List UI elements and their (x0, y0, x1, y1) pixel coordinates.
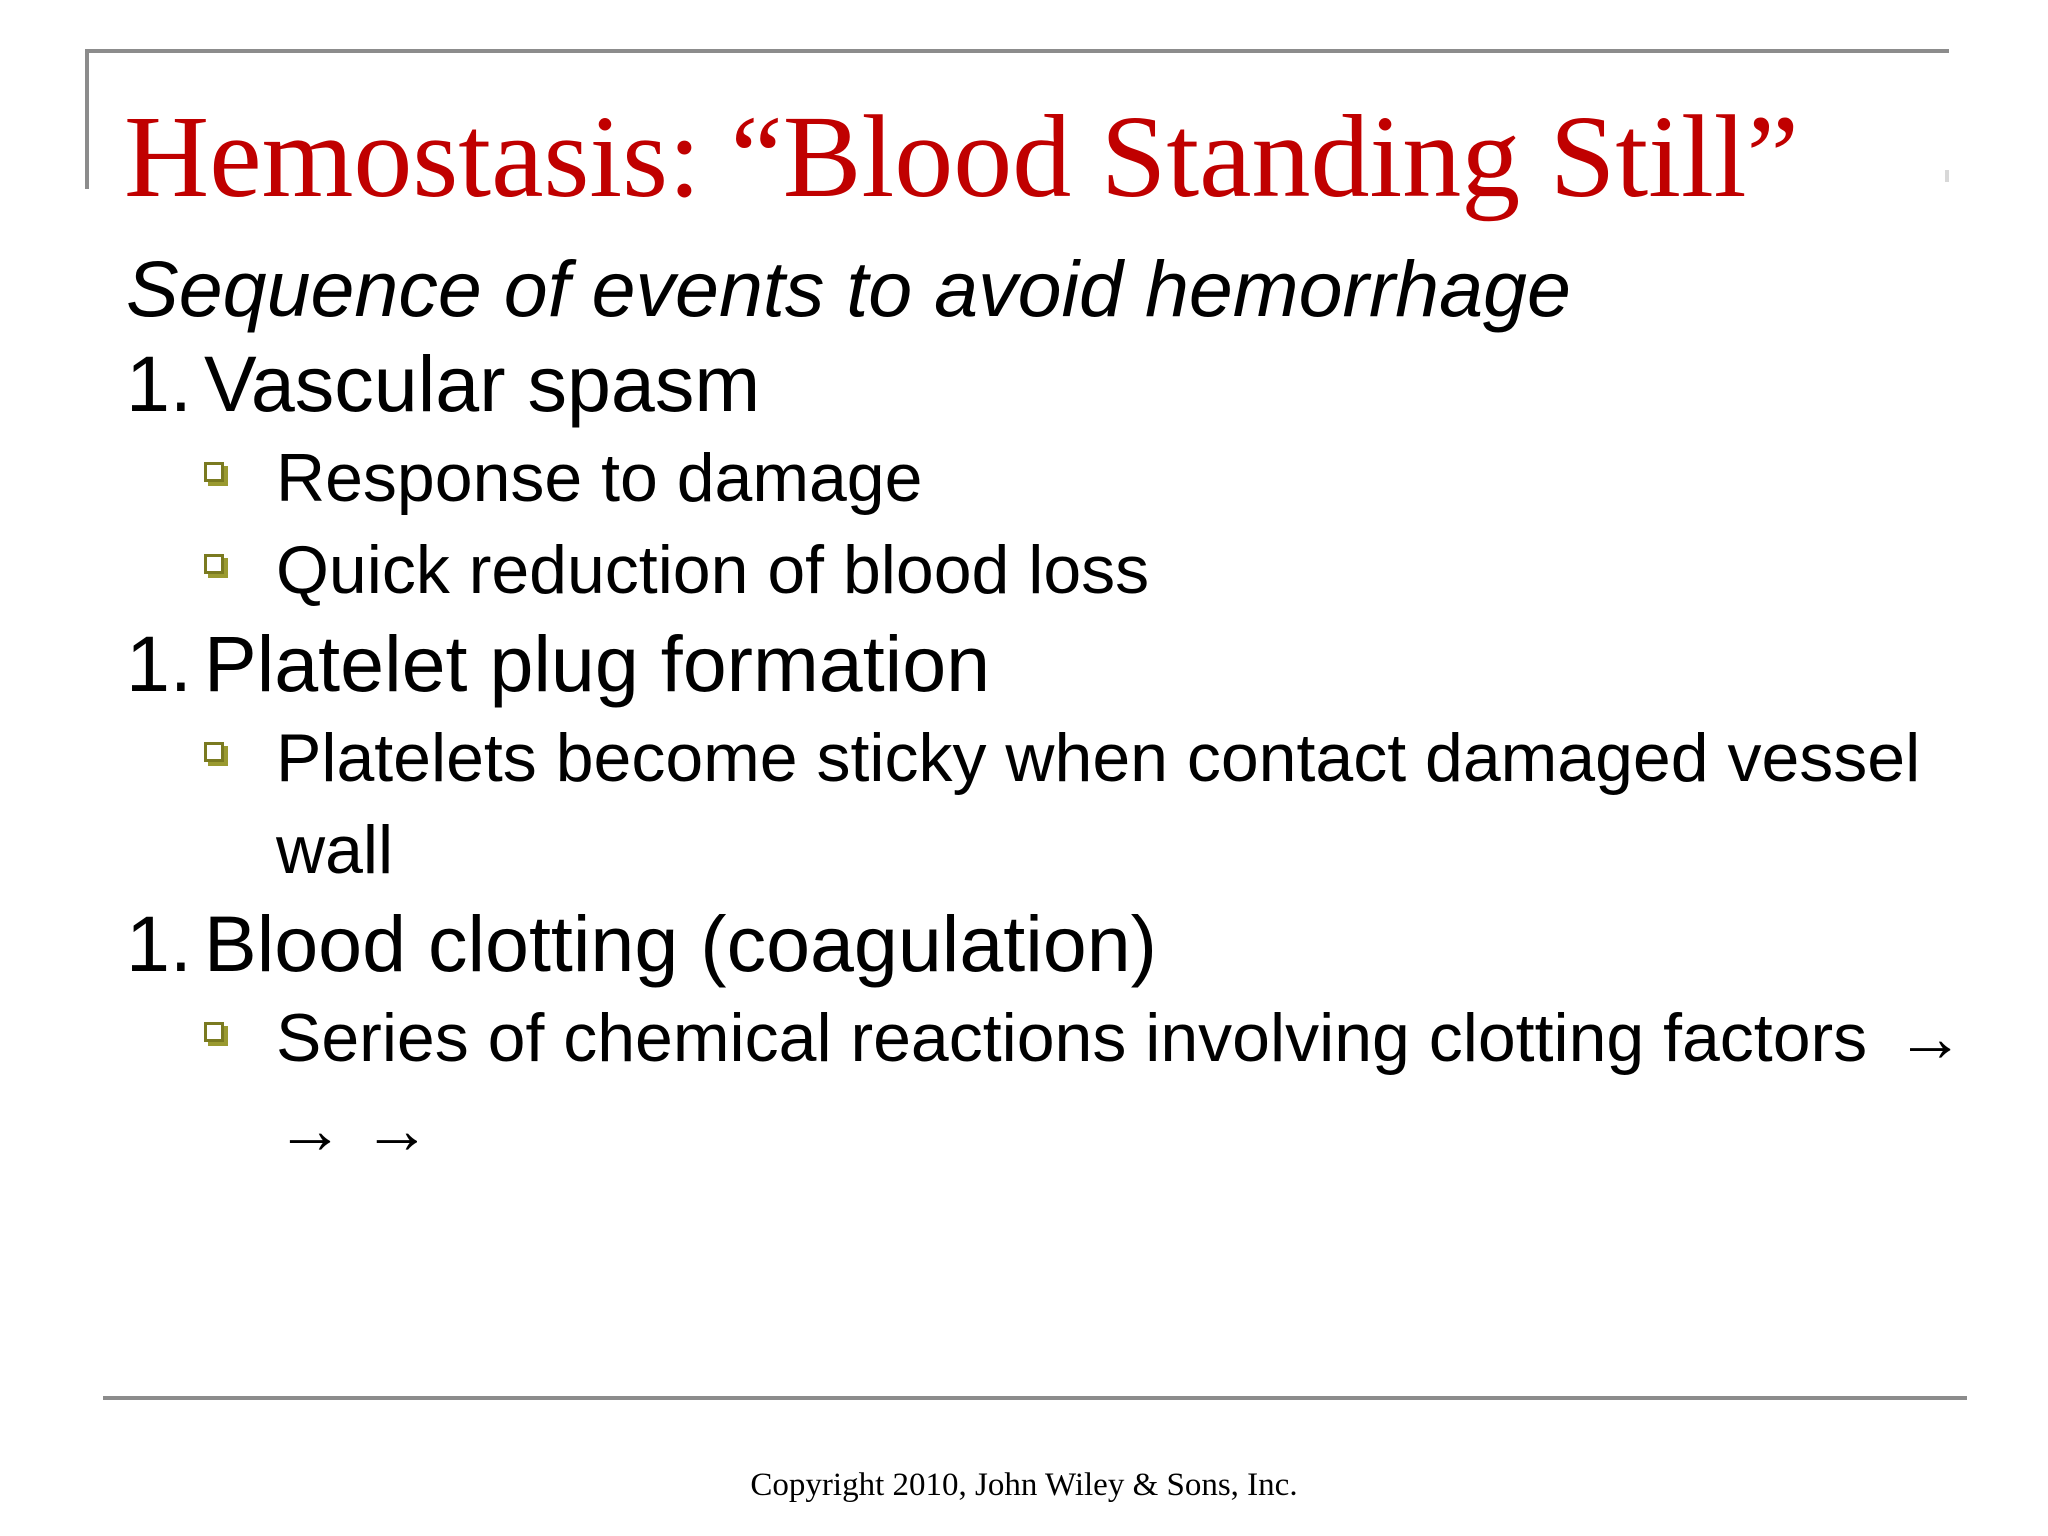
step-blood-clotting (126, 896, 1956, 992)
bullet-text: Platelets become sticky when contact damaged vessel wall (276, 720, 1921, 888)
copyright-footer: Copyright 2010, John Wiley & Sons, Inc. (750, 1467, 1298, 1503)
step-bullets (126, 712, 1956, 896)
slide-title: Hemostasis: “Blood Standing Still” (124, 91, 1799, 222)
step-bullets (126, 992, 1965, 1176)
square-bullet-icon (204, 462, 224, 482)
bullet-text (276, 992, 1996, 1176)
step-platelet-plug (126, 616, 1956, 712)
frame-top-line (85, 49, 1949, 53)
frame-left-line (85, 49, 89, 189)
footer-divider (103, 1396, 1967, 1400)
step-bullets (126, 432, 1956, 616)
step-number: 1. (126, 339, 192, 428)
right-arrow-icon: → → → (276, 1000, 1965, 1168)
square-bullet-icon (204, 1022, 224, 1042)
square-bullet-icon (204, 554, 224, 574)
step-label: Vascular spasm (204, 339, 761, 428)
square-bullet-icon (204, 742, 224, 762)
step-number: 1. (126, 619, 192, 708)
step-number: 1. (126, 899, 192, 988)
frame-right-tick (1945, 170, 1949, 182)
bullet-item (126, 432, 1956, 524)
bullet-text-main: Series of chemical reactions involving clotting factors (276, 1000, 1868, 1076)
bullet-item (126, 992, 1996, 1176)
step-label: Blood clotting (coagulation) (204, 899, 1157, 988)
bullet-item (126, 712, 2016, 896)
step-label: Platelet plug formation (204, 619, 991, 708)
bullet-text: Response to damage (276, 440, 923, 516)
bullet-item (126, 524, 1956, 616)
slide-body (126, 242, 1965, 1176)
slide-subtitle: Sequence of events to avoid hemorrhage (126, 244, 1571, 333)
step-vascular-spasm (126, 336, 1956, 432)
bullet-text: Quick reduction of blood loss (276, 532, 1150, 608)
